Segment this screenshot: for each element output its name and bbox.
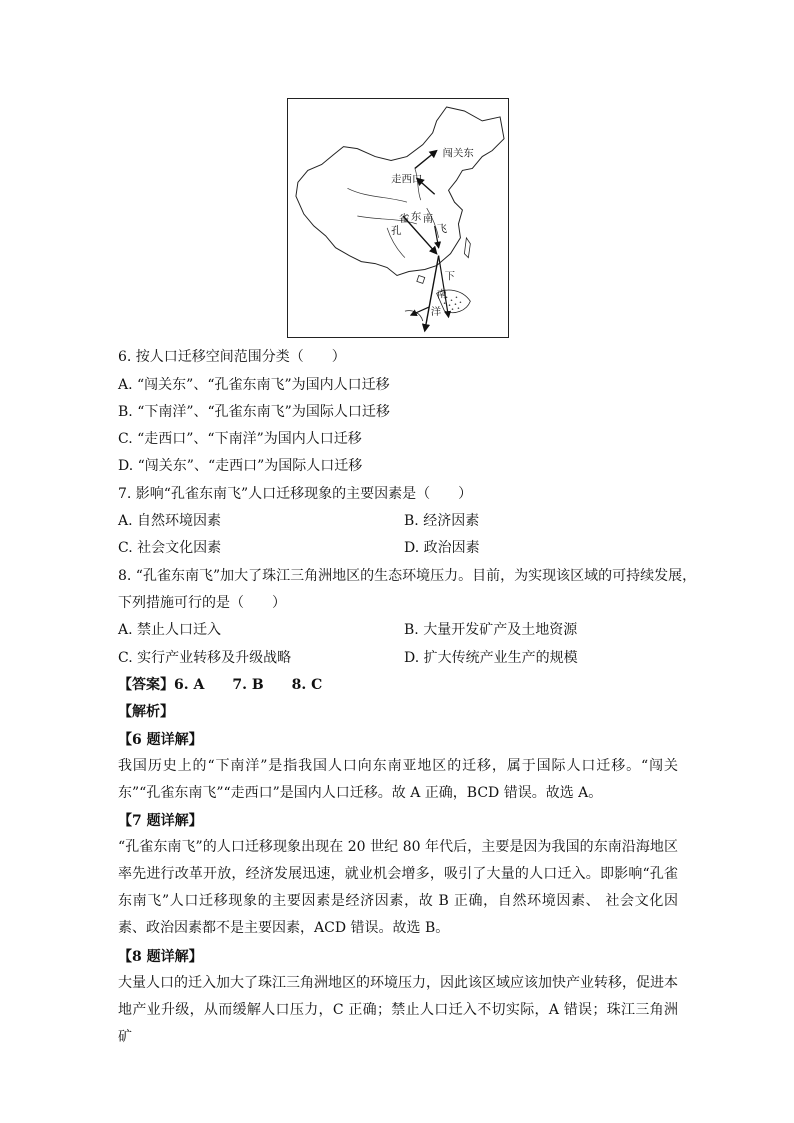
china-map-drawing <box>288 99 508 337</box>
label-dong: 东 <box>410 210 422 223</box>
q8-stem-line2: 下列措施可行的是（ ） <box>118 595 286 611</box>
q7-option-a: A. 自然环境因素 <box>118 513 222 529</box>
label-zou-xi-kou: 走西口 <box>391 173 423 186</box>
q6-option-b: B. “下南洋”、“孔雀东南飞”为国际人口迁移 <box>118 404 390 420</box>
label-nan2: 南 <box>436 288 448 301</box>
label-que: 雀 <box>398 212 410 225</box>
q6-stem: 6. 按人口迁移空间范围分类（ ） <box>118 349 346 365</box>
label-fei: 飞 <box>436 222 448 235</box>
detail-7-text: “孔雀东南飞”的人口迁移现象出现在 20 世纪 80 年代后，主要是因为我国的东南沿海地区率先进行改革开放，经济发展迅速，就业机会增多，吸引了大量的人口迁入。即影响“孔雀东南飞”人口迁移现象的主要因素是经济因素，故 B 正确，自然环境因素、 社会文化因素、政治因素都不是主要因素，ACD 错误。故选 B。 <box>118 839 678 936</box>
migration-map <box>287 98 509 338</box>
q7-option-d: D. 政治因素 <box>404 540 480 556</box>
answer-line: 【答案】6. A 7. B 8. C <box>118 677 323 693</box>
china-outline <box>296 107 504 275</box>
label-yang: 洋 <box>430 306 442 319</box>
q8-option-d: D. 扩大传统产业生产的规模 <box>404 650 578 666</box>
label-kong: 孔 <box>391 224 402 237</box>
detail-7-title: 【7 题详解】 <box>118 813 203 829</box>
detail-8-text: 大量人口的迁入加大了珠江三角洲地区的环境压力，因此该区域应该加快产业转移，促进本地产业升级，从而缓解人口压力，C 正确；禁止人口迁入不切实际，A 错误；珠江三角洲矿 <box>118 975 678 1045</box>
label-chuang-guan-dong: 闯关东 <box>442 147 474 160</box>
detail-6-text: 我国历史上的“下南洋”是指我国人口向东南亚地区的迁移，属于国际人口迁移。“闯关东”“孔雀东南飞”“走西口”是国内人口迁移。故 A 正确，BCD 错误。故选 A。 <box>118 758 678 801</box>
label-nan: 南 <box>422 212 434 225</box>
q8-option-c: C. 实行产业转移及升级战略 <box>118 650 292 666</box>
analysis-title: 【解析】 <box>118 704 174 720</box>
q6-option-a: A. “闯关东”、“孔雀东南飞”为国内人口迁移 <box>118 377 390 393</box>
detail-6-title: 【6 题详解】 <box>118 732 203 748</box>
q6-option-c: C. “走西口”、“下南洋”为国内人口迁移 <box>118 431 362 447</box>
q6-option-d: D. “闯关东”、“走西口”为国际人口迁移 <box>118 458 363 474</box>
arrow-chuang-guan-dong <box>415 151 437 169</box>
q8-option-a: A. 禁止人口迁入 <box>118 622 222 638</box>
q7-option-c: C. 社会文化因素 <box>118 540 222 556</box>
q7-option-b: B. 经济因素 <box>404 513 480 529</box>
q7-stem: 7. 影响“孔雀东南飞”人口迁移现象的主要因素是（ ） <box>118 486 473 502</box>
q8-option-b: B. 大量开发矿产及土地资源 <box>404 622 578 638</box>
q8-stem-line1: 8. “孔雀东南飞”加大了珠江三角洲地区的生态环境压力。目前，为实现该区域的可持续发展， <box>118 568 697 584</box>
label-xia: 下 <box>444 270 455 283</box>
detail-8-title: 【8 题详解】 <box>118 949 203 965</box>
